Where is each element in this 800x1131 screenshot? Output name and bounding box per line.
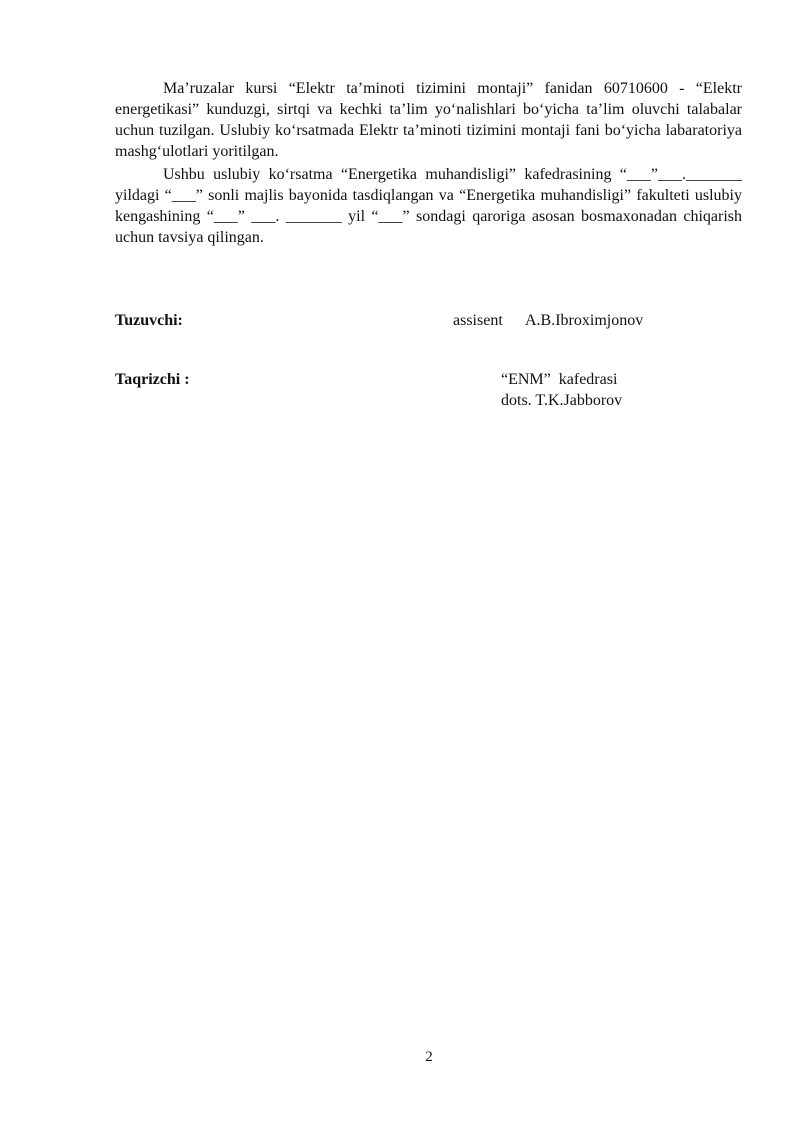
approval-paragraph: Ushbu uslubiy ko‘rsatma “Energetika muhandisligi” kafedrasining “___”___._______ yildagi “___” sonli majlis bayonida tasdiqlangan va “Energetika muhandisligi” fakulteti uslubiy kengashining “___” ___. _______ yil “___” sondagi qaroriga asosan bosmaxonadan chiqarish uchun tavsiya qilingan. [115, 166, 742, 246]
compiler-label: Tuzuvchi: [115, 312, 183, 329]
reviewer-name: dots. T.K.Jabborov [501, 392, 623, 409]
page-number: 2 [425, 1049, 433, 1065]
intro-paragraph: Ma’ruzalar kursi “Elektr ta’minoti tizimini montaji” fanidan 60710600 - “Elektr energetikasi” kunduzgi, sirtqi va kechki ta’lim yo‘nalishlari bo‘yicha ta’lim oluvchi talabalar uchun tuzilgan. Uslubiy ko‘rsatmada Elektr ta’minoti tizimini montaji fani bo‘yicha labaratoriya mashg‘ulotlari yoritilgan. [115, 80, 742, 160]
compiler-title: assisent [453, 312, 503, 329]
reviewer-department: “ENM” kafedrasi [501, 371, 618, 388]
reviewer-label: Taqrizchi : [115, 371, 190, 388]
compiler-name: A.B.Ibroximjonov [525, 312, 644, 329]
